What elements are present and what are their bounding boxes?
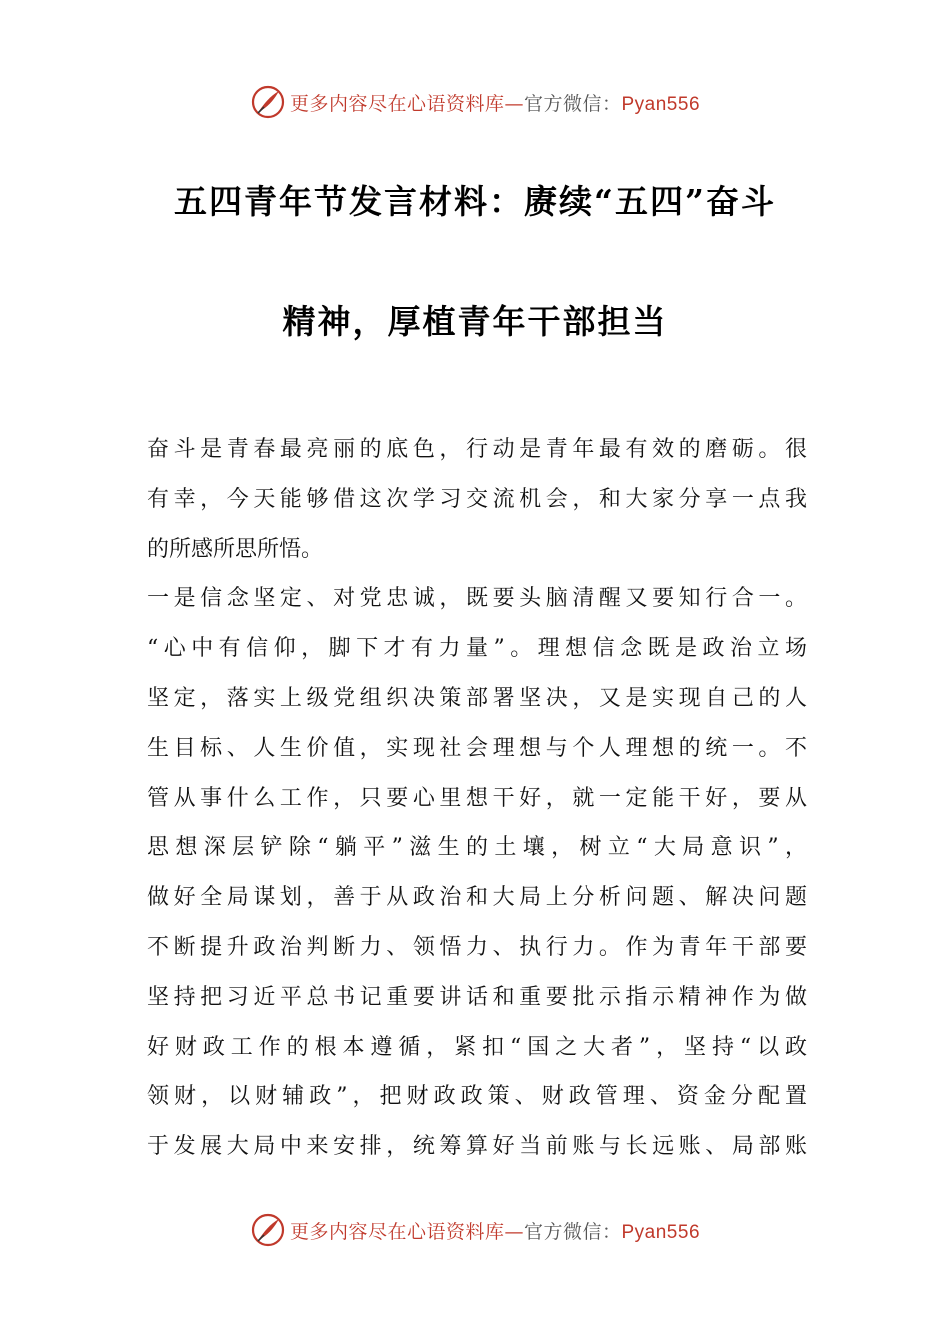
watermark-wechat-id: Pyan556 (621, 93, 701, 115)
document-body (147, 428, 807, 1175)
body-line: 一是信念坚定、对党忠诚，既要头脑清醒又要知行合一。 (147, 586, 807, 612)
quill-logo-icon (250, 1212, 286, 1248)
body-line: “心中有信仰，脚下才有力量”。理想信念既是政治立场 (147, 636, 807, 662)
body-line: 管从事什么工作，只要心里想干好，就一定能干好，要从 (147, 785, 807, 811)
body-line: 有幸，今天能够借这次学习交流机会，和大家分享一点我 (147, 486, 807, 512)
body-line: 好财政工作的根本遵循，紧扣“国之大者”，坚持“以政 (147, 1034, 807, 1060)
body-line: 生目标、人生价值，实现社会理想与个人理想的统一。不 (147, 735, 807, 761)
watermark-dash: — (504, 92, 524, 115)
document-title-line-2: 精神，厚植青年干部担当 (282, 302, 668, 341)
body-line: 奋斗是青春最亮丽的底色，行动是青年最有效的磨砺。很 (147, 437, 807, 462)
body-line: 不断提升政治判断力、领悟力、执行力。作为青年干部要 (147, 934, 807, 960)
watermark-text (290, 89, 700, 116)
footer-watermark (0, 1210, 950, 1250)
watermark-dash: — (504, 1220, 524, 1243)
watermark-wechat-label: 官方微信： (523, 1220, 622, 1243)
body-line: 于发展大局中来安排，统筹算好当前账与长远账、局部账 (147, 1134, 807, 1160)
body-line: 坚定，落实上级党组织决策部署坚决，又是实现自己的人 (147, 685, 807, 711)
watermark-source: 更多内容尽在心语资料库 (289, 92, 505, 115)
body-line: 坚持把习近平总书记重要讲话和重要批示指示精神作为做 (147, 984, 807, 1010)
document-title-line-1: 五四青年节发言材料：赓续“五四”奋斗 (174, 182, 776, 221)
watermark-wechat-id: Pyan556 (621, 1221, 701, 1243)
watermark-wechat-label: 官方微信： (523, 92, 622, 115)
watermark-source: 更多内容尽在心语资料库 (289, 1220, 505, 1243)
quill-logo-icon (250, 84, 286, 120)
body-line: 的所感所思所悟。 (147, 536, 324, 562)
watermark-text (290, 1217, 700, 1244)
body-line: 做好全局谋划，善于从政治和大局上分析问题、解决问题 (147, 885, 807, 911)
body-line: 思想深层铲除“躺平”滋生的土壤，树立“大局意识”， (147, 835, 807, 861)
header-watermark (0, 82, 950, 122)
body-line: 领财，以财辅政”，把财政政策、财政管理、资金分配置 (147, 1084, 807, 1110)
